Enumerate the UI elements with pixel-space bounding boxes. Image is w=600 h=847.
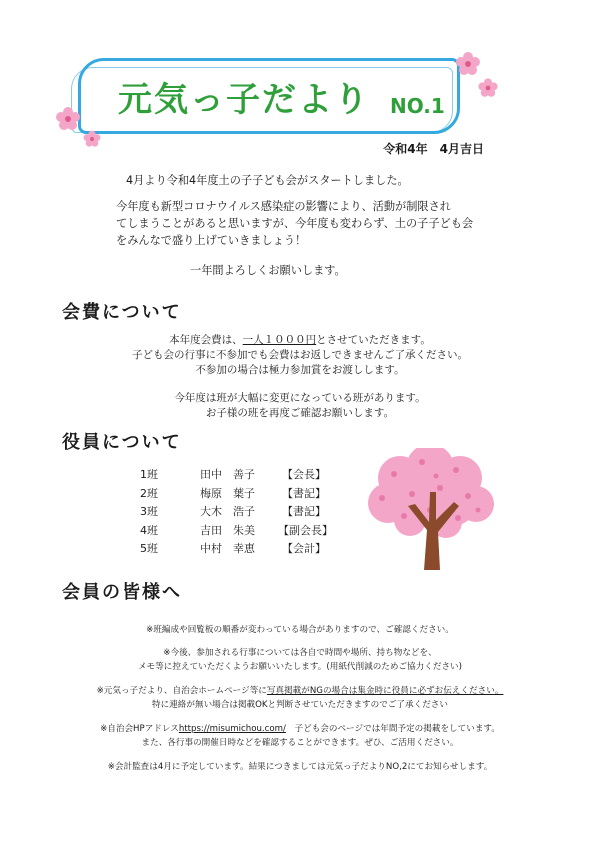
fee-line-4: 今年度は班が大幅に変更になっている班があります。 xyxy=(174,392,426,404)
page-title: 元気っ子だより xyxy=(118,80,370,120)
officers-table xyxy=(140,466,350,559)
issue-number: NO.1 xyxy=(390,94,445,118)
officer-row xyxy=(140,466,350,485)
hp-link[interactable]: https://misumichou.com/ xyxy=(178,724,286,734)
note-2a: ※今後、参加される行事については各自で時間や場所、持ち物などを、 xyxy=(163,648,437,658)
note-5: ※会計監査は4月に予定しています。結果につきましては元気っ子だよりNO,2にてお知らせします。 xyxy=(107,762,493,772)
officer-role: 【会計】 xyxy=(282,542,326,555)
note-2b: メモ等に控えていただくようお願いいたします。(用紙代削減のためご協力ください) xyxy=(138,662,462,672)
officer-role: 【書記】 xyxy=(282,505,326,518)
members-heading: 会員の皆様へ xyxy=(62,582,182,603)
note-4b: また、各行事の開催日時などを確認することができます。ぜひ、ご活用ください。 xyxy=(141,738,459,748)
cherry-blossom-right-icon xyxy=(448,48,508,112)
officers-heading: 役員について xyxy=(62,432,182,453)
fee-line-2: 子ども会の行事に不参加でも会費はお返しできませんご了承ください。 xyxy=(132,349,468,361)
fee-line-1: 本年度会費は、一人１０００円とさせていただきます。 xyxy=(169,334,431,346)
fee-line-5: お子様の班を再度ご確認お願いします。 xyxy=(205,407,395,419)
intro-para-3: をみんなで盛り上げていきましょう！ xyxy=(116,234,307,247)
officer-group: 5班 xyxy=(140,542,158,555)
intro-para-2: てしまうことがあると思いますが、今年度も変わらず、土の子子ども会 xyxy=(116,217,474,230)
officer-group: 4班 xyxy=(140,523,158,537)
officer-name: 梅原 葉子 xyxy=(200,486,255,500)
intro-line: 4月より令和4年度土の子子ども会がスタートしました。 xyxy=(126,174,409,187)
intro-closing: 一年間よろしくお願いします。 xyxy=(190,264,346,277)
officer-role: 【副会長】 xyxy=(278,523,333,537)
officer-name: 中村 幸恵 xyxy=(200,542,255,555)
cherry-tree-icon xyxy=(360,448,500,570)
fee-line-3: 不参加の場合は極力参加賞をお渡しします。 xyxy=(195,364,405,376)
officer-row xyxy=(140,522,350,541)
cherry-blossom-left-icon xyxy=(54,105,110,159)
note-4a: ※自治会HPアドレスhttps://misumichou.com/ 子ども会のページでは年間予定の掲載をしています。 xyxy=(100,724,500,734)
note-3a: ※元気っ子だより、自治会ホームページ等に写真掲載がNGの場合は集金時に役員に必ずお伝えください。 xyxy=(96,686,504,696)
officer-name: 大木 浩子 xyxy=(200,505,255,518)
fee-heading: 会費について xyxy=(62,302,182,323)
officer-name: 吉田 朱美 xyxy=(200,523,255,537)
note-3b: 特に連絡が無い場合は掲載OKと判断させていただきますのでご了承ください xyxy=(152,700,448,710)
officer-role: 【会長】 xyxy=(282,468,326,481)
officer-row xyxy=(140,485,350,504)
officer-group: 2班 xyxy=(140,486,158,500)
intro-para-1: 今年度も新型コロナウイルス感染症の影響により、活動が制限され xyxy=(116,200,451,213)
officer-name: 田中 善子 xyxy=(200,468,255,481)
issue-date: 令和4年 4月吉日 xyxy=(383,142,484,156)
officer-row xyxy=(140,540,350,559)
officer-row xyxy=(140,503,350,522)
note-1: ※班編成や回覧板の順番が変わっている場合がありますので、ご確認ください。 xyxy=(146,625,454,635)
officer-group: 1班 xyxy=(140,468,158,481)
officer-role: 【書記】 xyxy=(282,486,326,500)
officer-group: 3班 xyxy=(140,505,158,518)
